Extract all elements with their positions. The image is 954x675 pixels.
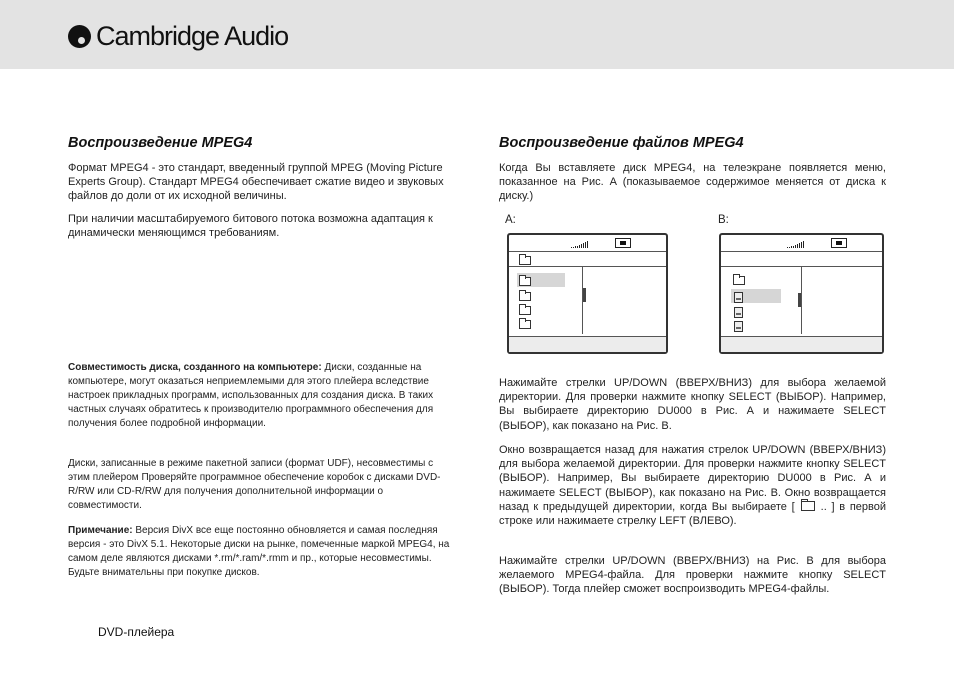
mpeg4-file-icon	[734, 321, 743, 332]
note-text: Версия DivX все еще постоянно обновляется и самая последняя версия - это DivX 5.1. Некоторые диски на рынке, помеченные маркой MPEG4, на самом деле являются дисками *.rm/*.ram/*.rmm и пр., которые несовместимы. Будьте внимательны при покупке дисков.	[68, 525, 450, 579]
folder-icon	[519, 256, 531, 265]
folder-icon	[519, 306, 531, 315]
screen-b-topbar	[721, 235, 882, 252]
right-paragraph-2-end: .. ] в первой строке или нажимаете стрелку LEFT (ВЛЕВО).	[499, 500, 886, 528]
note-heading: Примечание:	[68, 525, 133, 536]
folder-icon	[519, 292, 531, 301]
left-section-title: Воспроизведение MPEG4	[68, 135, 253, 151]
pane-divider	[801, 266, 802, 334]
right-section-title: Воспроизведение файлов MPEG4	[499, 135, 744, 151]
screen-b-status-bar	[721, 336, 882, 352]
left-paragraph-1: Формат MPEG4 - это стандарт, введенный группой MPEG (Moving Picture Experts Group). Стандарт MPEG4 обеспечивает сжатие видео и звуковых файлов до доли от их исходной величины.	[68, 162, 444, 203]
compat-heading: Совместимость диска, созданного на компьютере:	[68, 362, 322, 373]
stop-icon	[831, 238, 847, 248]
page-header	[0, 0, 954, 69]
mpeg4-file-icon	[734, 307, 743, 318]
brand-logo-icon	[68, 25, 91, 48]
left-paragraph-2: При наличии масштабируемого битового потока возможна адаптация к динамически меняющимся требованиям.	[68, 213, 433, 240]
screen-a-pathbar	[509, 252, 666, 267]
stop-icon	[615, 238, 631, 248]
note-paragraph	[68, 524, 453, 580]
figure-a-label: A:	[505, 214, 516, 226]
figure-b-screen	[719, 233, 884, 354]
brand-logo	[68, 19, 288, 53]
right-paragraph-1: Нажимайте стрелки UP/DOWN (ВВЕРХ/ВНИЗ) для выбора желаемой директории. Для проверки нажмите кнопку SELECT (ВЫБОР). Например, Вы выбираете директорию DU000 в Рис. А и нажимаете SELECT (ВЫБОР), как показано на Рис. В.	[499, 377, 886, 432]
right-paragraph-2	[499, 443, 886, 528]
folder-icon	[519, 320, 531, 329]
screen-a-topbar	[509, 235, 666, 252]
figure-b-label: B:	[718, 214, 729, 226]
mpeg4-file-icon	[734, 292, 743, 303]
scrollbar-thumb	[798, 293, 801, 307]
right-paragraph-3: Нажимайте стрелки UP/DOWN (ВВЕРХ/ВНИЗ) на Рис. В для выбора желаемого MPEG4-файла. Для проверки нажмите кнопку SELECT (ВЫБОР). Тогда плейер сможет воспроизводить MPEG4-файлы.	[499, 555, 886, 596]
right-paragraph-2-start: Окно возвращается назад для нажатия стрелок UP/DOWN (ВВЕРХ/ВНИЗ) для выбора желаемой директории. Для проверки нажмите кнопку SELECT (ВЫБОР). Например, Вы выбираете директорию DU000 в Рис. А и нажимаете SELECT (ВЫБОР), как показано на Рис. В. Окно возвращается назад к предыдущей директории, когда Вы выбираете [	[499, 444, 886, 513]
figure-a-screen	[507, 233, 668, 354]
udf-paragraph: Диски, записанные в режиме пакетной записи (формат UDF), несовместимы с этим плейером Проверяйте программное обеспечение коробок с дисками DVD-R/RW или CD-R/RW для получения дополнительной информации о совместимости.	[68, 458, 441, 512]
signal-icon	[787, 240, 807, 248]
screen-a-status-bar	[509, 336, 666, 352]
inline-folder-icon	[801, 501, 815, 511]
right-intro: Когда Вы вставляете диск MPEG4, на телеэкране появляется меню, показанное на Рис. А (показываемое содержимое меняется от диска к диску.)	[499, 162, 886, 203]
signal-icon	[571, 240, 591, 248]
folder-icon	[519, 277, 531, 286]
brand-name: Cambridge Audio	[96, 20, 289, 51]
compat-paragraph	[68, 361, 453, 431]
screen-b-pathbar	[721, 252, 882, 267]
folder-icon	[733, 276, 745, 285]
scrollbar-thumb	[583, 288, 586, 302]
compat-text: Диски, созданные на компьютере, могут оказаться неприемлемыми для этого плейера вследствие настроек прикладных программ, использованных для создания диска. В таких частных случаях обратитесь к производителю программного обеспечения для получения более подробной информации.	[68, 362, 434, 430]
page-footer: DVD-плейера	[98, 625, 175, 639]
